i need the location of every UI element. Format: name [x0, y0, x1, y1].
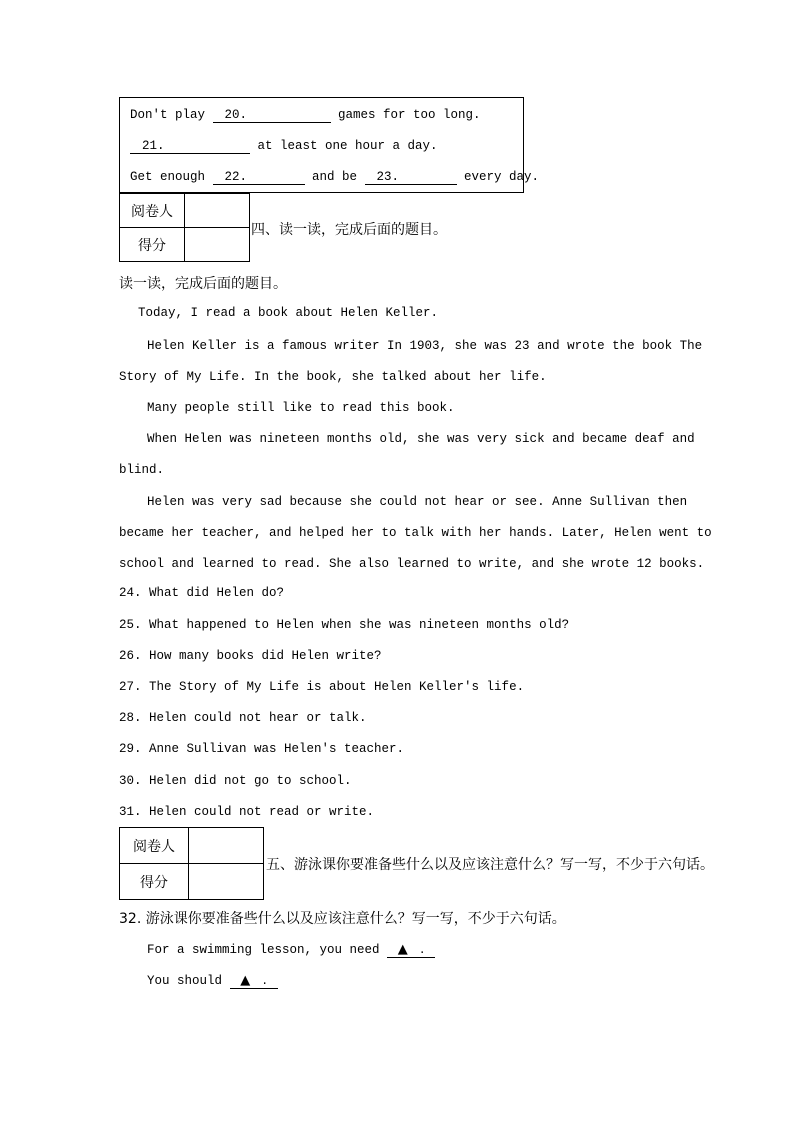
tip-text: Don't play [130, 108, 213, 122]
question-28: 28. Helen could not hear or talk. [119, 711, 367, 725]
passage-line: Helen was very sad because she could not hear or see. Anne Sullivan then [147, 495, 688, 509]
answer-blank-1[interactable] [387, 942, 435, 958]
tip-text: every day. [456, 170, 540, 184]
passage-line: blind. [119, 463, 165, 477]
question-31: 31. Helen could not read or write. [119, 805, 375, 819]
question-27: 27. The Story of My Life is about Helen Keller's life. [119, 680, 525, 694]
blank-21[interactable]: 21. [130, 139, 250, 154]
answer-blank-2[interactable] [230, 973, 278, 989]
question-26: 26. How many books did Helen write? [119, 649, 382, 663]
question-25: 25. What happened to Helen when she was nineteen months old? [119, 618, 570, 632]
score-field[interactable] [189, 864, 264, 900]
score-label: 得分 [120, 864, 189, 900]
section4-heading: 四、读一读，完成后面的题目。 [251, 222, 447, 238]
passage-line: Many people still like to read this book. [147, 401, 455, 415]
score-table-section4 [119, 193, 250, 262]
prompt-text: You should [147, 974, 230, 988]
writing-prompt-2 [147, 973, 278, 989]
question-24: 24. What did Helen do? [119, 586, 285, 600]
grader-field[interactable] [189, 828, 264, 864]
period: . [262, 973, 267, 988]
grader-label: 阅卷人 [120, 828, 189, 864]
tip-text: games for too long. [330, 108, 481, 122]
passage-line: school and learned to read. She also learned to write, and she wrote 12 books. [119, 557, 705, 571]
tip-text: Get enough [130, 170, 213, 184]
prompt-text: For a swimming lesson, you need [147, 943, 388, 957]
question-32: 32. 游泳课你要准备些什么以及应该注意什么？写一写，不少于六句话。 [119, 911, 566, 927]
score-label: 得分 [120, 228, 185, 262]
triangle-icon: ▲ [397, 942, 408, 957]
score-field[interactable] [185, 228, 250, 262]
tip-text: and be [304, 170, 365, 184]
passage-line: Today, I read a book about Helen Keller. [138, 306, 439, 320]
passage-line: Helen Keller is a famous writer In 1903, she was 23 and wrote the book The [147, 339, 703, 353]
period: . [420, 942, 425, 957]
blank-20[interactable]: 20. [213, 108, 331, 123]
tips-box [119, 97, 540, 193]
tip-line-3 [130, 170, 539, 185]
tip-text: at least one hour a day. [250, 139, 438, 153]
section4-instruction: 读一读，完成后面的题目。 [119, 276, 287, 292]
question-29: 29. Anne Sullivan was Helen's teacher. [119, 742, 405, 756]
tip-line-1 [130, 108, 481, 123]
grader-label: 阅卷人 [120, 194, 185, 228]
triangle-icon: ▲ [240, 973, 251, 988]
writing-prompt-1 [147, 942, 435, 958]
passage-line: Story of My Life. In the book, she talked about her life. [119, 370, 547, 384]
passage-line: When Helen was nineteen months old, she was very sick and became deaf and [147, 432, 695, 446]
score-table-section5 [119, 827, 264, 900]
tip-line-2 [130, 139, 438, 154]
passage-line: became her teacher, and helped her to talk with her hands. Later, Helen went to [119, 526, 712, 540]
blank-22[interactable]: 22. [213, 170, 305, 185]
section5-heading: 五、游泳课你要准备些什么以及应该注意什么？写一写，不少于六句话。 [266, 857, 714, 873]
blank-23[interactable]: 23. [365, 170, 457, 185]
question-30: 30. Helen did not go to school. [119, 774, 352, 788]
grader-field[interactable] [185, 194, 250, 228]
